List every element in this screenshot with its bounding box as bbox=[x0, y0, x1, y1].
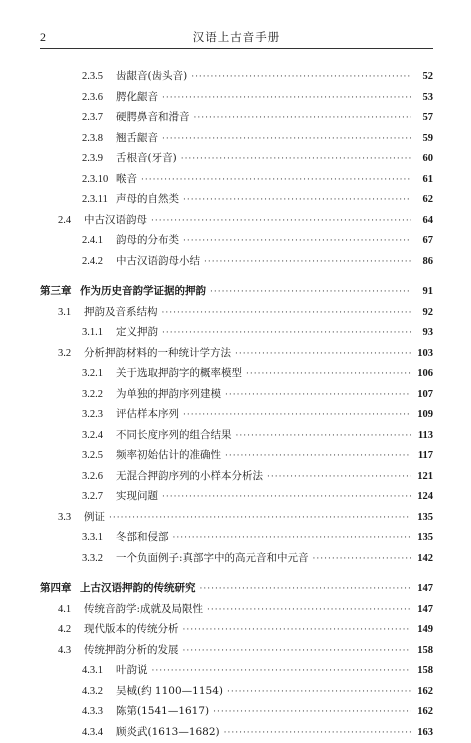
toc-subsection[interactable] bbox=[40, 660, 433, 681]
toc-label: 中古汉语韵母小结 bbox=[116, 251, 200, 272]
toc-number: 2.3.5 bbox=[82, 67, 116, 88]
toc-subsection[interactable] bbox=[40, 230, 433, 251]
leader-dots bbox=[191, 67, 411, 88]
toc-section[interactable] bbox=[40, 619, 433, 640]
toc-page: 162 bbox=[415, 702, 433, 723]
toc-subsection[interactable] bbox=[40, 189, 433, 210]
leader-dots bbox=[213, 702, 411, 723]
toc-page: 142 bbox=[415, 549, 433, 570]
toc-number: 3.3.1 bbox=[82, 528, 116, 549]
toc-number: 2.3.8 bbox=[82, 129, 116, 150]
page-number: 2 bbox=[40, 30, 46, 45]
toc-number: 4.3.1 bbox=[82, 661, 116, 682]
toc-subsection[interactable] bbox=[40, 486, 433, 507]
toc-number: 2.4.1 bbox=[82, 231, 116, 252]
toc-number: 第四章 bbox=[40, 578, 80, 599]
leader-dots bbox=[162, 487, 411, 508]
toc-number: 3.2.2 bbox=[82, 385, 116, 406]
toc-page: 113 bbox=[415, 426, 433, 447]
toc-number: 4.3.3 bbox=[82, 702, 116, 723]
toc-number: 3.2.3 bbox=[82, 405, 116, 426]
leader-dots bbox=[225, 446, 411, 467]
toc-subsection[interactable] bbox=[40, 251, 433, 272]
toc-label: 一个负面例子:真部字中的高元音和中元音 bbox=[116, 548, 309, 569]
toc-number: 3.1 bbox=[58, 303, 84, 324]
toc-page: 93 bbox=[415, 323, 433, 344]
toc-page: 64 bbox=[415, 211, 433, 232]
leader-dots bbox=[207, 600, 411, 621]
toc-label: 吴棫(约 1100—1154) bbox=[116, 681, 223, 702]
toc-label: 中古汉语韵母 bbox=[84, 210, 147, 231]
toc-page: 92 bbox=[415, 303, 433, 324]
toc-page: 103 bbox=[415, 344, 433, 365]
toc-number: 2.3.7 bbox=[82, 108, 116, 129]
toc-label: 硬腭鼻音和滑音 bbox=[116, 107, 190, 128]
leader-dots bbox=[183, 620, 412, 641]
toc-label: 传统音韵学:成就及局限性 bbox=[84, 599, 203, 620]
toc-label: 翘舌龈音 bbox=[116, 128, 158, 149]
toc-number: 3.2.6 bbox=[82, 467, 116, 488]
toc-label: 无混合押韵序列的小样本分析法 bbox=[116, 466, 263, 487]
toc-label: 顾炎武(1613—1682) bbox=[116, 722, 220, 743]
toc-number: 3.2.1 bbox=[82, 364, 116, 385]
leader-dots bbox=[204, 252, 411, 273]
toc-section[interactable] bbox=[40, 210, 433, 231]
toc-label: 喉音 bbox=[116, 169, 137, 190]
leader-dots bbox=[227, 682, 411, 703]
leader-dots bbox=[162, 323, 411, 344]
toc-section[interactable] bbox=[40, 599, 433, 620]
toc-number: 3.2 bbox=[58, 344, 84, 365]
toc-subsection[interactable] bbox=[40, 384, 433, 405]
chapter-gap bbox=[40, 271, 433, 281]
toc-page: 163 bbox=[415, 723, 433, 743]
running-header bbox=[40, 28, 433, 49]
toc-subsection[interactable] bbox=[40, 128, 433, 149]
toc-number: 2.3.11 bbox=[82, 190, 116, 211]
toc-number: 2.4.2 bbox=[82, 252, 116, 273]
toc-label: 例证 bbox=[84, 507, 105, 528]
toc-page: 91 bbox=[415, 282, 433, 303]
toc-subsection[interactable] bbox=[40, 548, 433, 569]
toc-page: 86 bbox=[415, 252, 433, 273]
toc-number: 4.3.2 bbox=[82, 682, 116, 703]
toc-page: 52 bbox=[415, 67, 433, 88]
leader-dots bbox=[224, 723, 411, 743]
toc-subsection[interactable] bbox=[40, 722, 433, 743]
toc-label: 声母的自然类 bbox=[116, 189, 179, 210]
leader-dots bbox=[152, 661, 412, 682]
toc-label: 腭化龈音 bbox=[116, 87, 158, 108]
toc-page: 149 bbox=[415, 620, 433, 641]
toc-number: 3.3.2 bbox=[82, 549, 116, 570]
toc-subsection[interactable] bbox=[40, 527, 433, 548]
toc-page: 121 bbox=[415, 467, 433, 488]
leader-dots bbox=[210, 282, 411, 303]
toc-section[interactable] bbox=[40, 343, 433, 364]
toc-label: 关于选取押韵字的概率模型 bbox=[116, 363, 242, 384]
leader-dots bbox=[235, 344, 411, 365]
toc-subsection[interactable] bbox=[40, 169, 433, 190]
leader-dots bbox=[151, 211, 411, 232]
toc-section[interactable] bbox=[40, 640, 433, 661]
toc-subsection[interactable] bbox=[40, 87, 433, 108]
toc-page: 117 bbox=[415, 446, 433, 467]
toc-chapter[interactable] bbox=[40, 578, 433, 599]
toc-page: 57 bbox=[415, 108, 433, 129]
toc-label: 押韵及音系结构 bbox=[84, 302, 158, 323]
toc-page: 147 bbox=[415, 579, 433, 600]
toc-label: 不同长度序列的组合结果 bbox=[116, 425, 232, 446]
toc-number: 2.3.10 bbox=[82, 170, 116, 191]
toc-label: 传统押韵分析的发展 bbox=[84, 640, 179, 661]
toc-subsection[interactable] bbox=[40, 701, 433, 722]
leader-dots bbox=[236, 426, 412, 447]
leader-dots bbox=[162, 88, 411, 109]
toc-number: 3.2.4 bbox=[82, 426, 116, 447]
toc-label: 定义押韵 bbox=[116, 322, 158, 343]
table-of-contents bbox=[40, 66, 433, 742]
leader-dots bbox=[183, 231, 411, 252]
toc-page: 124 bbox=[415, 487, 433, 508]
leader-dots bbox=[141, 170, 411, 191]
chapter-gap bbox=[40, 568, 433, 578]
toc-label: 作为历史音韵学证据的押韵 bbox=[80, 281, 206, 302]
toc-number: 4.1 bbox=[58, 600, 84, 621]
toc-subsection[interactable] bbox=[40, 66, 433, 87]
toc-number: 2.3.9 bbox=[82, 149, 116, 170]
leader-dots bbox=[183, 190, 411, 211]
leader-dots bbox=[313, 549, 411, 570]
toc-number: 4.3.4 bbox=[82, 723, 116, 743]
toc-label: 舌根音(牙音) bbox=[116, 148, 177, 169]
toc-section[interactable] bbox=[40, 507, 433, 528]
toc-section[interactable] bbox=[40, 302, 433, 323]
toc-subsection[interactable] bbox=[40, 681, 433, 702]
toc-number: 3.3 bbox=[58, 508, 84, 529]
toc-label: 陈第(1541—1617) bbox=[116, 701, 209, 722]
toc-label: 分析押韵材料的一种统计学方法 bbox=[84, 343, 231, 364]
toc-chapter[interactable] bbox=[40, 281, 433, 302]
leader-dots bbox=[194, 108, 412, 129]
leader-dots bbox=[162, 303, 412, 324]
leader-dots bbox=[181, 149, 411, 170]
toc-subsection[interactable] bbox=[40, 363, 433, 384]
leader-dots bbox=[173, 528, 412, 549]
toc-subsection[interactable] bbox=[40, 466, 433, 487]
toc-page: 135 bbox=[415, 508, 433, 529]
book-title: 汉语上古音手册 bbox=[40, 29, 433, 45]
leader-dots bbox=[183, 405, 411, 426]
toc-number: 4.3 bbox=[58, 641, 84, 662]
toc-page: 158 bbox=[415, 641, 433, 662]
leader-dots bbox=[246, 364, 411, 385]
toc-label: 叶韵说 bbox=[116, 660, 148, 681]
toc-page: 135 bbox=[415, 528, 433, 549]
leader-dots bbox=[200, 579, 412, 600]
toc-number: 4.2 bbox=[58, 620, 84, 641]
toc-number: 3.2.7 bbox=[82, 487, 116, 508]
toc-label: 现代版本的传统分析 bbox=[84, 619, 179, 640]
toc-number: 2.3.6 bbox=[82, 88, 116, 109]
leader-dots bbox=[225, 385, 411, 406]
toc-page: 107 bbox=[415, 385, 433, 406]
toc-label: 齿龈音(齿头音) bbox=[116, 66, 187, 87]
toc-subsection[interactable] bbox=[40, 445, 433, 466]
toc-page: 67 bbox=[415, 231, 433, 252]
toc-page: 59 bbox=[415, 129, 433, 150]
toc-page: 60 bbox=[415, 149, 433, 170]
toc-subsection[interactable] bbox=[40, 404, 433, 425]
toc-subsection[interactable] bbox=[40, 322, 433, 343]
toc-label: 为单独的押韵序列建模 bbox=[116, 384, 221, 405]
toc-page: 109 bbox=[415, 405, 433, 426]
leader-dots bbox=[162, 129, 411, 150]
toc-number: 3.1.1 bbox=[82, 323, 116, 344]
toc-page: 62 bbox=[415, 190, 433, 211]
toc-label: 冬部和侵部 bbox=[116, 527, 169, 548]
toc-page: 158 bbox=[415, 661, 433, 682]
toc-page: 106 bbox=[415, 364, 433, 385]
toc-label: 实现问题 bbox=[116, 486, 158, 507]
leader-dots bbox=[183, 641, 412, 662]
toc-number: 2.4 bbox=[58, 211, 84, 232]
leader-dots bbox=[267, 467, 411, 488]
toc-label: 频率初始估计的准确性 bbox=[116, 445, 221, 466]
toc-number: 3.2.5 bbox=[82, 446, 116, 467]
toc-label: 韵母的分布类 bbox=[116, 230, 179, 251]
toc-subsection[interactable] bbox=[40, 148, 433, 169]
toc-label: 上古汉语押韵的传统研究 bbox=[80, 578, 196, 599]
toc-number: 第三章 bbox=[40, 281, 80, 302]
leader-dots bbox=[109, 508, 411, 529]
toc-page: 147 bbox=[415, 600, 433, 621]
toc-page: 53 bbox=[415, 88, 433, 109]
toc-subsection[interactable] bbox=[40, 425, 433, 446]
toc-page: 162 bbox=[415, 682, 433, 703]
toc-page: 61 bbox=[415, 170, 433, 191]
toc-subsection[interactable] bbox=[40, 107, 433, 128]
toc-label: 评估样本序列 bbox=[116, 404, 179, 425]
